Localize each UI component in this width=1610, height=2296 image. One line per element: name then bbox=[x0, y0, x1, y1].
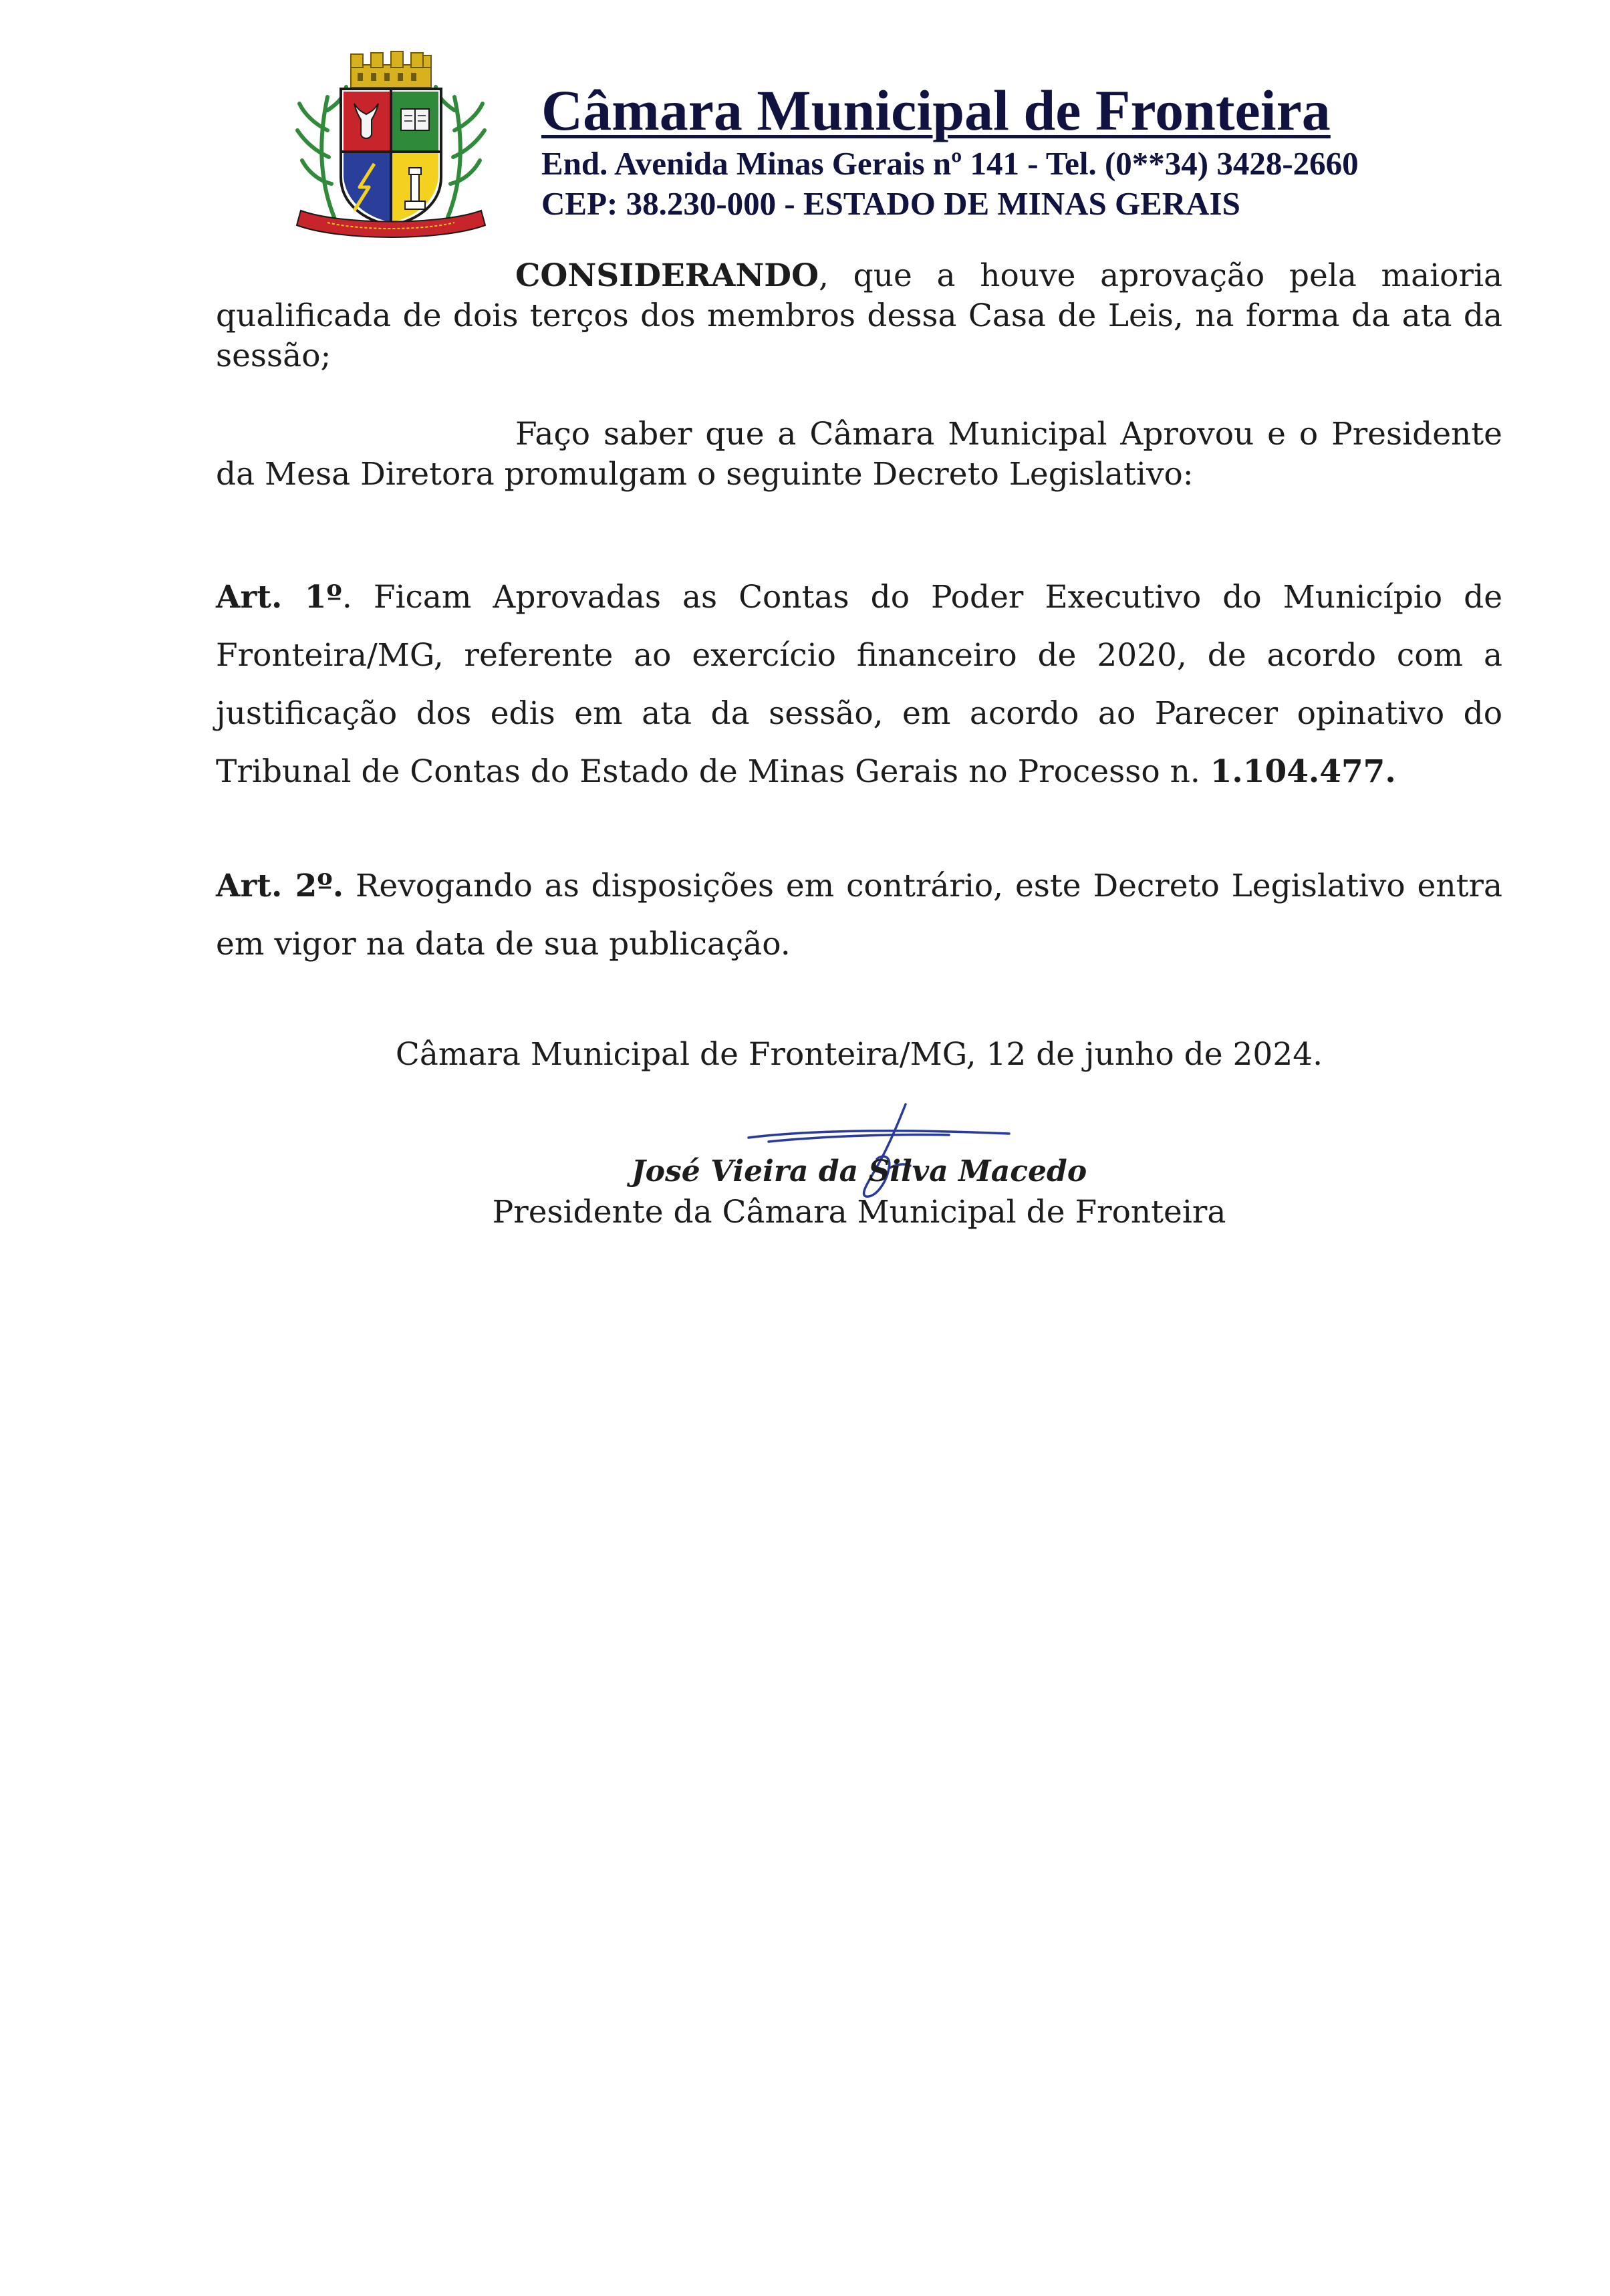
article-2-text: Revogando as disposições em contrário, este Decreto Legislativo entra em vigor na data de sua publicação. bbox=[216, 868, 1502, 963]
article-2-label: Art. 2º. bbox=[216, 868, 344, 904]
considerando-keyword: CONSIDERANDO bbox=[515, 257, 819, 294]
letterhead-cep: CEP: 38.230-000 - ESTADO DE MINAS GERAIS bbox=[541, 185, 1240, 222]
considerando-text: , que a houve aprovação pela maioria qualificada de dois terços dos membros dessa Casa de Leis, na forma da ata da sessão; bbox=[216, 257, 1502, 374]
signer-name: José Vieira da Silva Macedo bbox=[631, 1154, 1087, 1188]
date-line: Câmara Municipal de Fronteira/MG, 12 de junho de 2024. bbox=[395, 1036, 1323, 1073]
announcement-paragraph: Faço saber que a Câmara Municipal Aprovou e o Presidente da Mesa Diretora promulgam o seguinte Decreto Legislativo: bbox=[216, 416, 1502, 493]
article-1-text: . Ficam Aprovadas as Contas do Poder Executivo do Município de Fronteira/MG, referente ao exercício financeiro de 2020, de acordo com a justificação dos edis em ata da sessão, em acordo ao Parecer opinativo do Tribunal de Contas do Estado de Minas Gerais no Processo n. bbox=[216, 579, 1503, 790]
municipal-coat-of-arms-icon bbox=[287, 50, 495, 244]
letterhead-address: End. Avenida Minas Gerais nº 141 - Tel. (0**34) 3428-2660 bbox=[541, 145, 1359, 182]
letterhead-title: Câmara Municipal de Fronteira bbox=[541, 78, 1331, 142]
article-2 bbox=[216, 857, 1502, 973]
considerando-paragraph bbox=[216, 256, 1502, 376]
letterhead bbox=[541, 77, 1410, 224]
article-1-process-number: 1.104.477. bbox=[1210, 753, 1396, 790]
article-1-label: Art. 1º bbox=[216, 579, 342, 616]
signer-role: Presidente da Câmara Municipal de Fronteira bbox=[492, 1194, 1226, 1231]
article-1 bbox=[216, 568, 1502, 801]
